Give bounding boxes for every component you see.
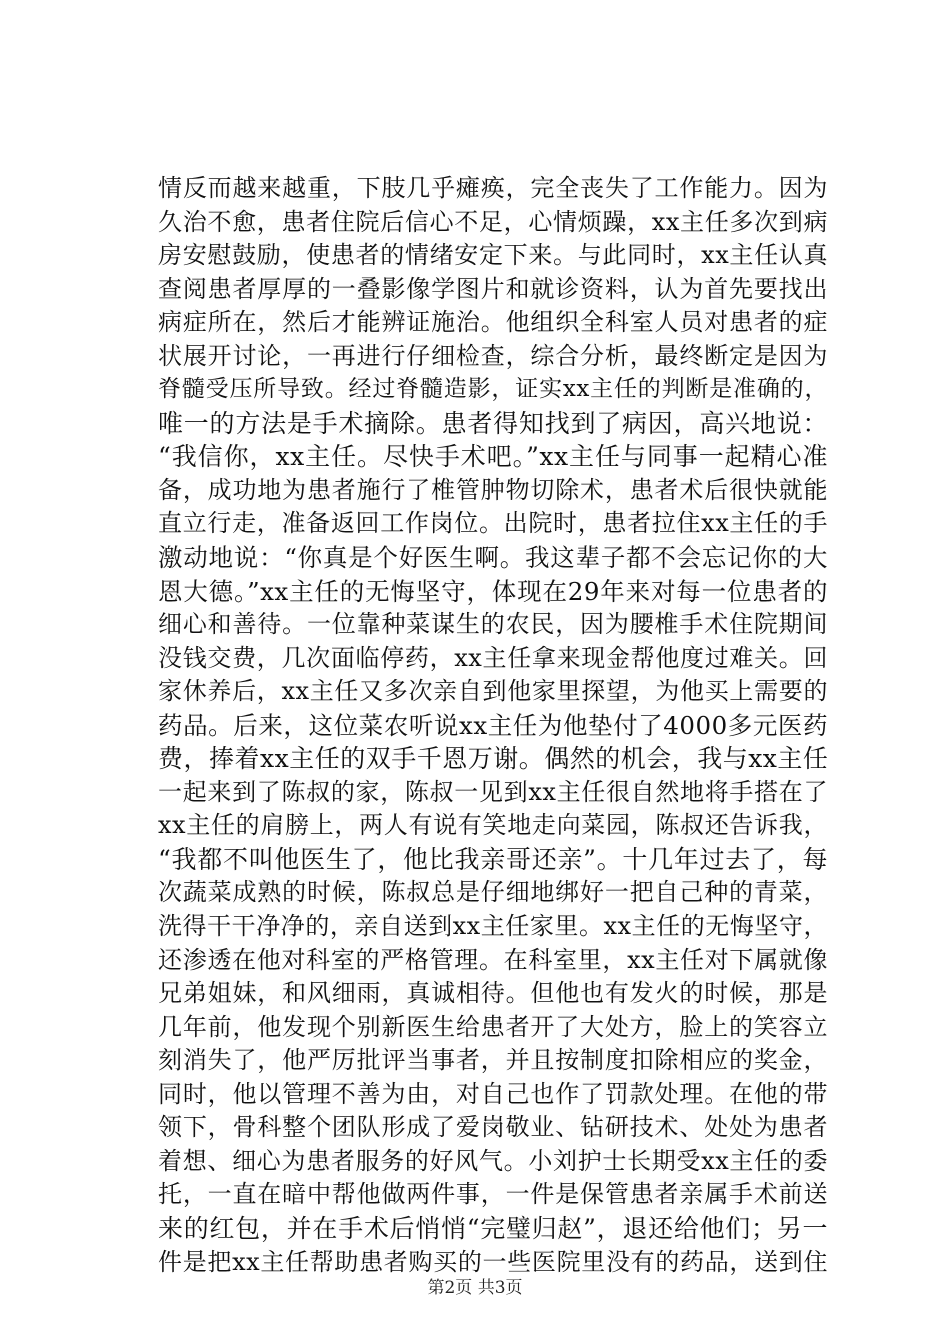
- text-line: 来的红包，并在手术后悄悄“完璧归赵”，退还给他们；另一: [158, 1213, 828, 1243]
- text-line: 家休养后，xx主任又多次亲自到他家里探望，为他买上需要的: [158, 677, 828, 706]
- text-line: 状展开讨论，一再进行仔细检查，综合分析，最终断定是因为: [158, 341, 828, 370]
- text-line: 还渗透在他对科室的严格管理。在科室里，xx主任对下属就像: [158, 945, 828, 974]
- text-line: 查阅患者厚厚的一叠影像学图片和就诊资料，认为首先要找出: [158, 274, 828, 303]
- text-line: 费，捧着xx主任的双手千恩万谢。偶然的机会，我与xx主任: [158, 744, 829, 774]
- text-line: 药品。后来，这位菜农听说xx主任为他垫付了4000多元医药: [158, 710, 828, 740]
- text-line: xx主任的肩膀上，两人有说有笑地走向菜园，陈叔还告诉我，: [158, 811, 828, 840]
- text-line: 唯一的方法是手术摘除。患者得知找到了病因，高兴地说：: [158, 408, 828, 438]
- text-line: 备，成功地为患者施行了椎管肿物切除术，患者术后很快就能: [158, 475, 828, 504]
- text-line: 件是把xx主任帮助患者购买的一些医院里没有的药品，送到住: [158, 1247, 828, 1276]
- text-line: 一起来到了陈叔的家，陈叔一见到xx主任很自然地将手搭在了: [158, 777, 828, 806]
- text-line: 没钱交费，几次面临停药，xx主任拿来现金帮他度过难关。回: [158, 643, 828, 672]
- text-line: 领下，骨科整个团队形成了爱岗敬业、钻研技术、处处为患者: [158, 1113, 828, 1142]
- text-line: 久治不愈，患者住院后信心不足，心情烦躁，xx主任多次到病: [158, 207, 828, 236]
- text-line: 兄弟姐妹，和风细雨，真诚相待。但他也有发火的时候，那是: [158, 979, 828, 1008]
- text-line: 洗得干干净净的，亲自送到xx主任家里。xx主任的无悔坚守，: [158, 912, 828, 941]
- text-line: “我信你，xx主任。尽快手术吧。”xx主任与同事一起精心准: [158, 442, 828, 472]
- page-footer: 第2页 共3页: [427, 1278, 523, 1298]
- text-line: 恩大德。”xx主任的无悔坚守，体现在29年来对每一位患者的: [158, 576, 828, 606]
- text-line: 直立行走，准备返回工作岗位。出院时，患者拉住xx主任的手: [158, 509, 828, 538]
- text-line: 着想、细心为患者服务的好风气。小刘护士长期受xx主任的委: [158, 1146, 828, 1175]
- text-line: 刻消失了，他严厉批评当事者，并且按制度扣除相应的奖金，: [158, 1046, 828, 1075]
- text-line: 病症所在，然后才能辨证施治。他组织全科室人员对患者的症: [158, 308, 828, 337]
- text-line: 情反而越来越重，下肢几乎瘫痪，完全丧失了工作能力。因为: [158, 174, 828, 202]
- text-line: 脊髓受压所导致。经过脊髓造影，证实xx主任的判断是准确的，: [158, 376, 828, 403]
- text-line: 激动地说：“你真是个好医生啊。我这辈子都不会忘记你的大: [158, 543, 828, 573]
- text-line: 同时，他以管理不善为由，对自己也作了罚款处理。在他的带: [158, 1079, 828, 1108]
- text-line: 托，一直在暗中帮他做两件事，一件是保管患者亲属手术前送: [158, 1180, 828, 1209]
- text-line: 几年前，他发现个别新医生给患者开了大处方，脸上的笑容立: [158, 1012, 828, 1041]
- text-line: “我都不叫他医生了，他比我亲哥还亲”。十几年过去了，每: [158, 844, 828, 874]
- body-text: [158, 172, 828, 1279]
- text-line: 房安慰鼓励，使患者的情绪安定下来。与此同时，xx主任认真: [158, 241, 828, 270]
- text-line: 次蔬菜成熟的时候，陈叔总是仔细地绑好一把自己种的青菜，: [158, 878, 828, 907]
- text-line: 细心和善待。一位靠种菜谋生的农民，因为腰椎手术住院期间: [158, 610, 828, 639]
